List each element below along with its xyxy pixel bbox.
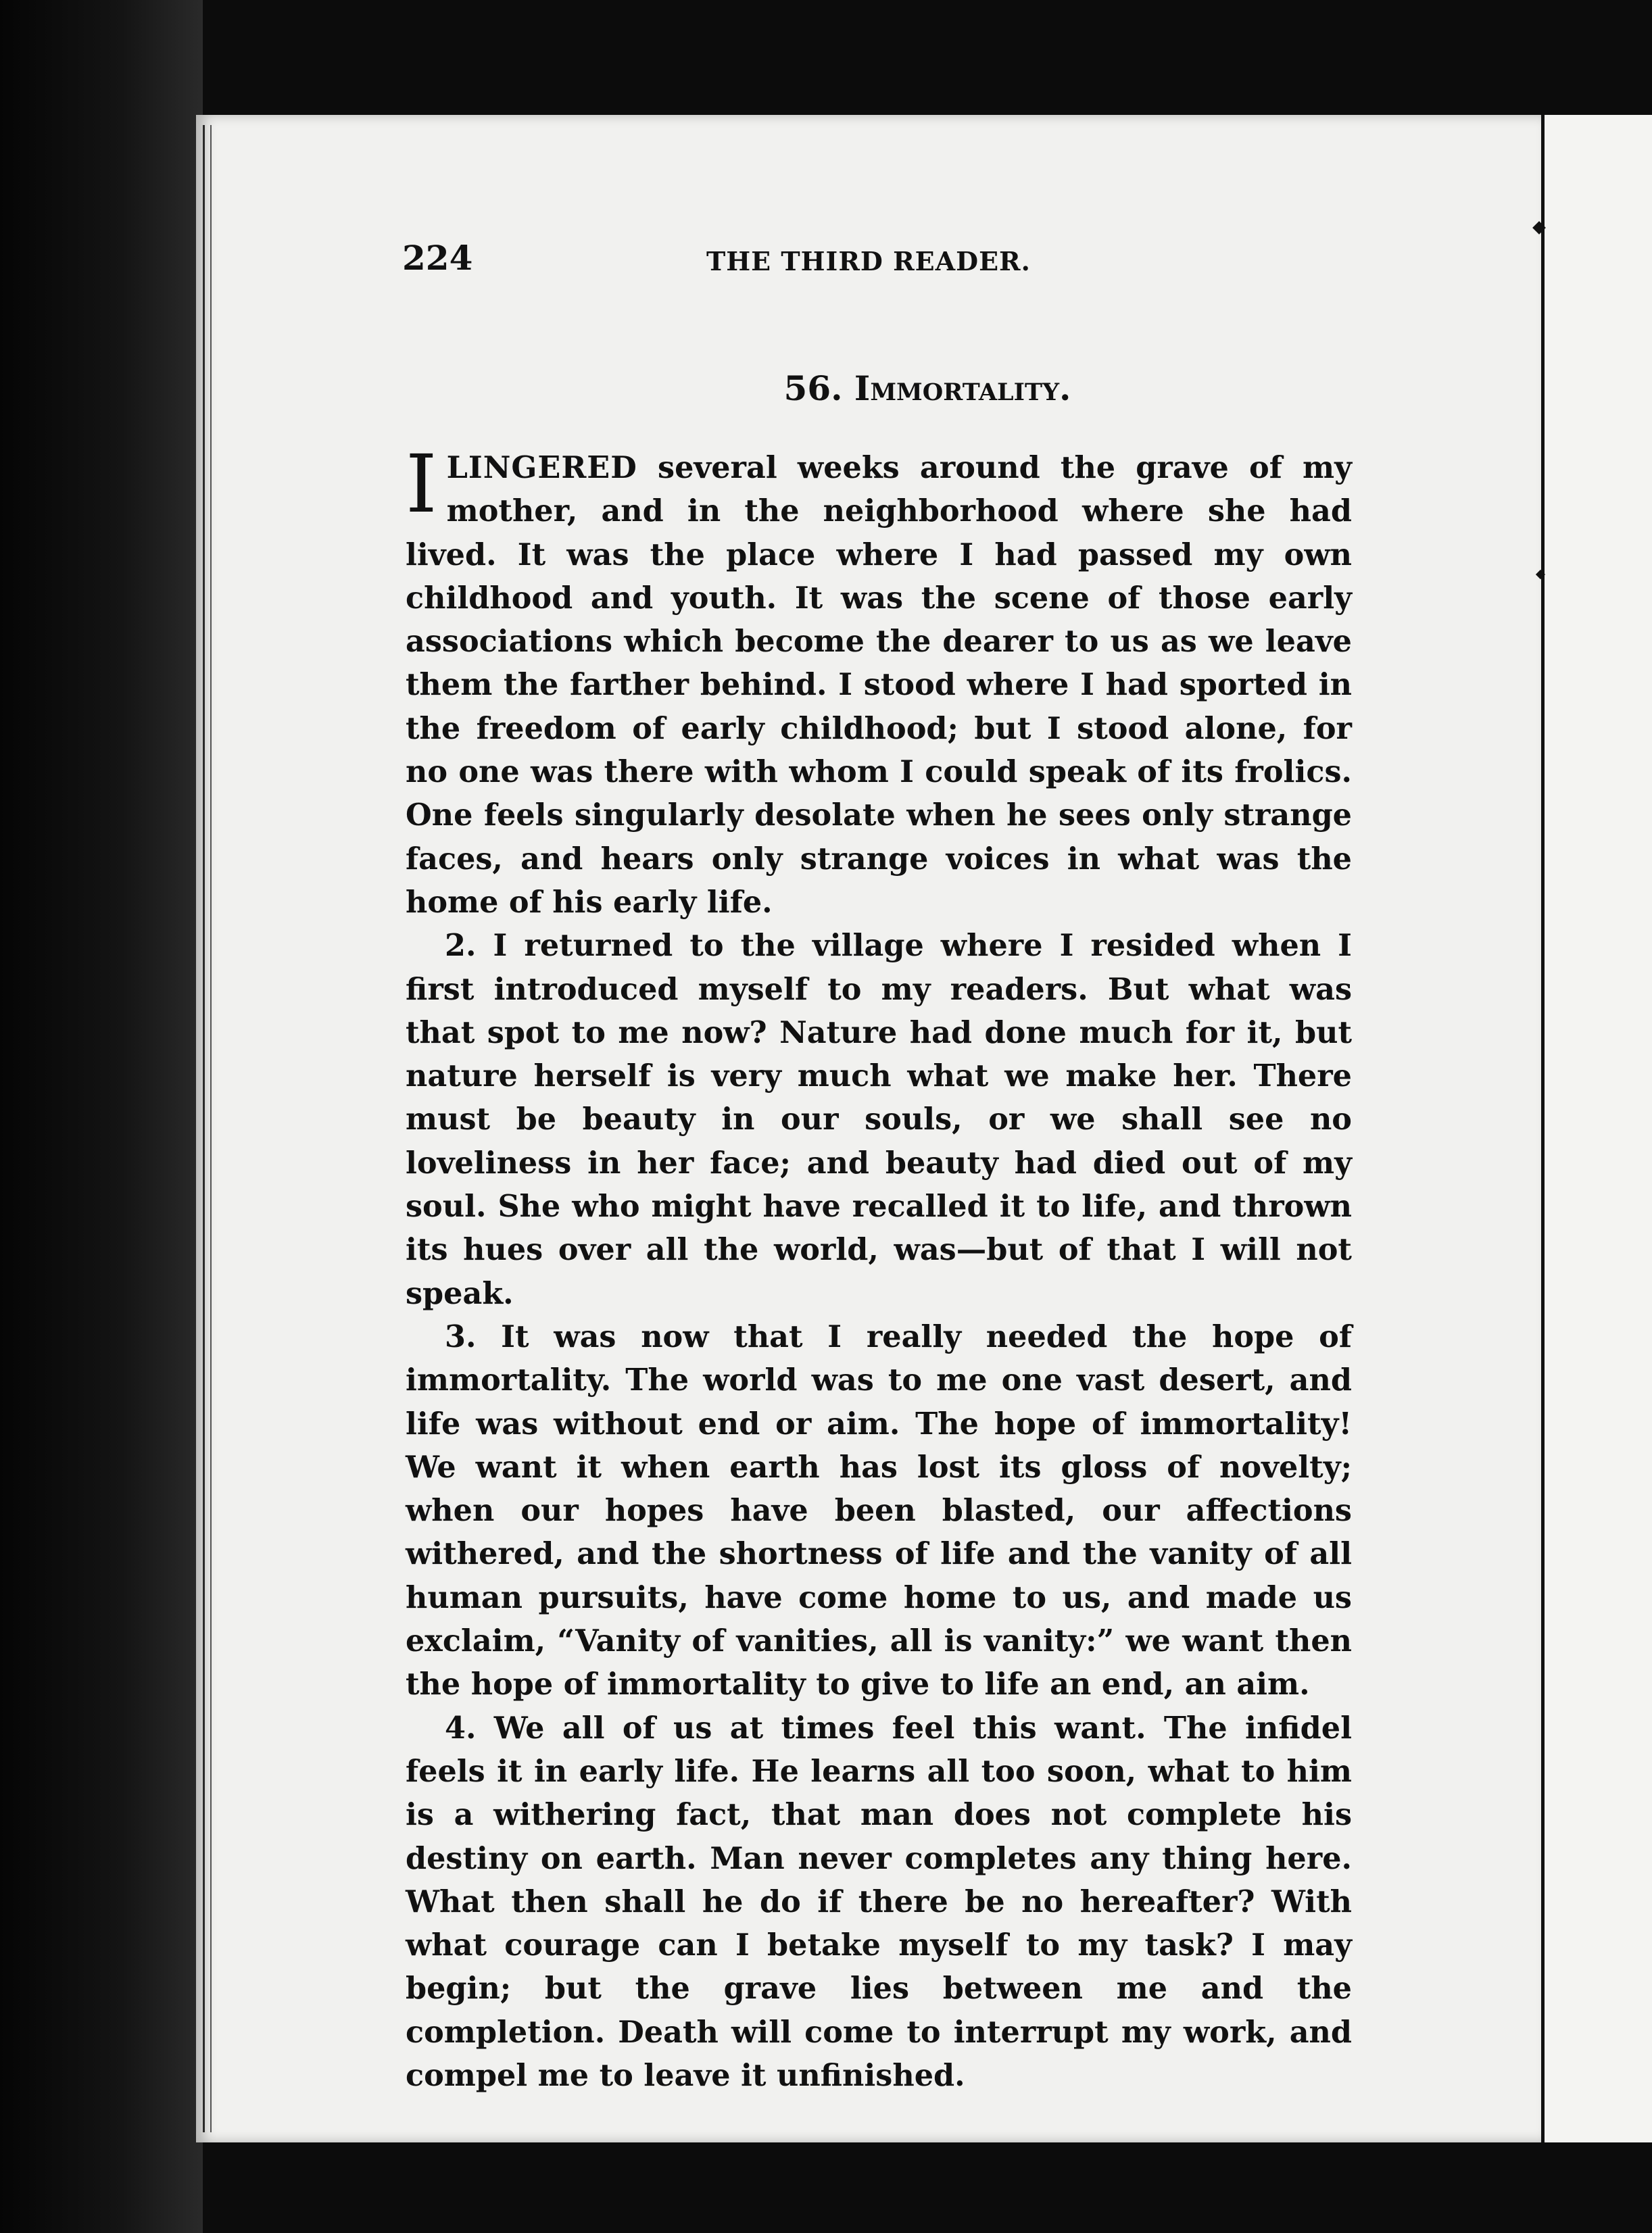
drop-cap: I <box>406 437 437 531</box>
running-title: THE THIRD READER. <box>706 246 1031 276</box>
lesson-title: 56. Immortality. <box>783 368 1071 408</box>
paragraph-1-first-word: LINGERED <box>446 450 637 485</box>
lesson-body <box>406 437 1352 2097</box>
paragraph-4: 4. We all of us at times feel this want. The infidel feels it in early life. He learns all too soon, what to him is a withering fact, that man does not complete his destiny on earth. Man never completes any thing here. What then shall he do if there be no hereafter? With what courage can I betake myself to my task? I may begin; but the grave lies between me and the completion. Death will come to interrupt my work, and compel me to leave it unfinished. <box>406 1710 1352 2093</box>
book-binding-shadow <box>0 0 203 2233</box>
paragraph-1 <box>406 437 1352 924</box>
paragraph-2: 2. I returned to the village where I resided when I first introduced myself to my readers. But what was that spot to me now? Nature had done much for it, but nature herself is very much what we make her. There must be beauty in our souls, or we shall see no loveliness in her face; and beauty had died out of my soul. She who might have recalled it to life, and thrown its hues over all the world, was—but of that I will not speak. <box>406 928 1352 1311</box>
running-head <box>402 238 1349 278</box>
page-edge-lines <box>203 125 212 2132</box>
paragraph-3: 3. It was now that I really needed the hope of immortality. The world was to me one vast desert, and life was without end or aim. The hope of immortality! We want it when earth has lost its gloss of novelty; when our hopes have been blasted, our affections withered, and the shortness of life and the vanity of all human pursuits, have come home to us, and made us exclaim, “Vanity of vanities, all is vanity:” we want then the hope of immortality to give to life an end, an aim. <box>406 1319 1352 1702</box>
paragraph-1-text: several weeks around the grave of my mother, and in the neighborhood where she had lived. It was the place where I had passed my own childhood and youth. It was the scene of those early associations which become the dearer to us as we leave them the farther behind. I stood where I had sported in the freedom of early childhood; but I stood alone, for no one was there with whom I could speak of its frolics. One feels singularly desolate when he sees only strange faces, and hears only strange voices in what was the home of his early life. <box>406 450 1352 920</box>
facing-page-edge <box>1541 115 1652 2142</box>
page-number: 224 <box>402 238 473 278</box>
